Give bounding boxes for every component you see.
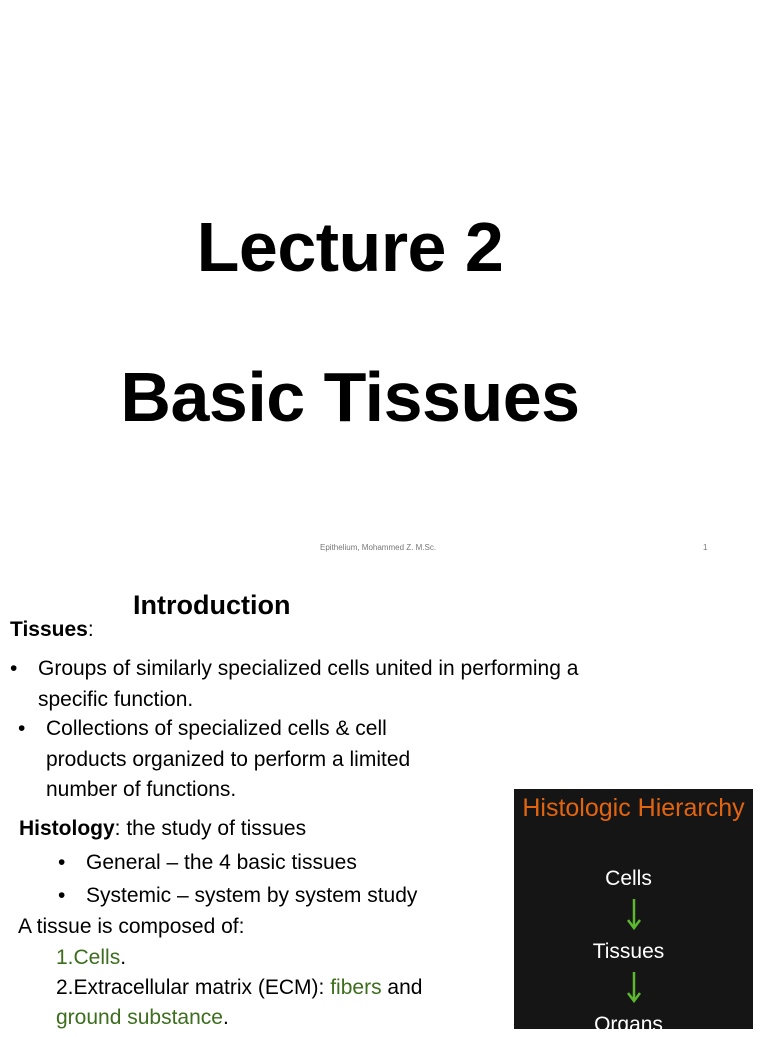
hierarchy-title: Histologic Hierarchy xyxy=(522,794,745,822)
item-cells-number: 1. xyxy=(56,946,74,969)
bullet-1: • xyxy=(10,657,18,680)
item-ecm-prefix: 2.Extracellular matrix (ECM): xyxy=(56,976,331,999)
item-ecm-and: and xyxy=(381,976,423,999)
item-ground-substance-period: . xyxy=(222,1006,229,1029)
bullet-2: • xyxy=(18,717,26,740)
item-ecm-line-2 xyxy=(56,1003,229,1033)
lecture-title: Lecture 2 xyxy=(196,208,504,286)
sub-item-general: General – the 4 basic tissues xyxy=(86,851,357,874)
down-arrow-icon xyxy=(624,970,644,1004)
histology-label: Histology xyxy=(19,817,115,840)
definition-2-line-3: number of functions. xyxy=(46,778,237,801)
item-cells-line xyxy=(56,943,126,973)
sub-bullet-2: • xyxy=(58,884,66,907)
tissues-label: Tissues xyxy=(10,618,88,641)
composed-of-line: A tissue is composed of: xyxy=(18,915,245,938)
slide-title: Basic Tissues xyxy=(120,358,580,436)
item-ecm-line xyxy=(56,973,422,1003)
tissues-colon: : xyxy=(87,618,94,641)
definition-2-line-1: Collections of specialized cells & cell xyxy=(46,717,387,740)
definition-1-line-1: Groups of similarly specialized cells united in performing a xyxy=(38,657,579,680)
item-cells-word: Cells xyxy=(73,946,121,969)
definition-1-line-2: specific function. xyxy=(38,688,194,711)
footer-author: Epithelium, Mohammed Z. M.Sc. xyxy=(320,543,437,552)
hierarchy-item-tissues: Tissues xyxy=(592,940,665,963)
tissues-label-line xyxy=(10,615,94,645)
definition-2-line-2: products organized to perform a limited xyxy=(46,748,411,771)
introduction-heading: Introduction xyxy=(133,590,291,620)
hierarchy-item-cells: Cells xyxy=(605,867,652,890)
item-ground-substance: ground substance xyxy=(56,1006,223,1029)
hierarchy-item-organs: Organs xyxy=(594,1013,663,1036)
item-cells-period: . xyxy=(120,946,127,969)
hierarchy-diagram xyxy=(514,789,753,1036)
down-arrow-icon xyxy=(624,897,644,931)
sub-bullet-1: • xyxy=(58,851,66,874)
footer-page-number: 1 xyxy=(703,543,708,552)
item-ecm-fibers: fibers xyxy=(330,976,382,999)
histology-definition: : the study of tissues xyxy=(114,817,307,840)
histology-line xyxy=(19,814,306,844)
sub-item-systemic: Systemic – system by system study xyxy=(86,884,418,907)
